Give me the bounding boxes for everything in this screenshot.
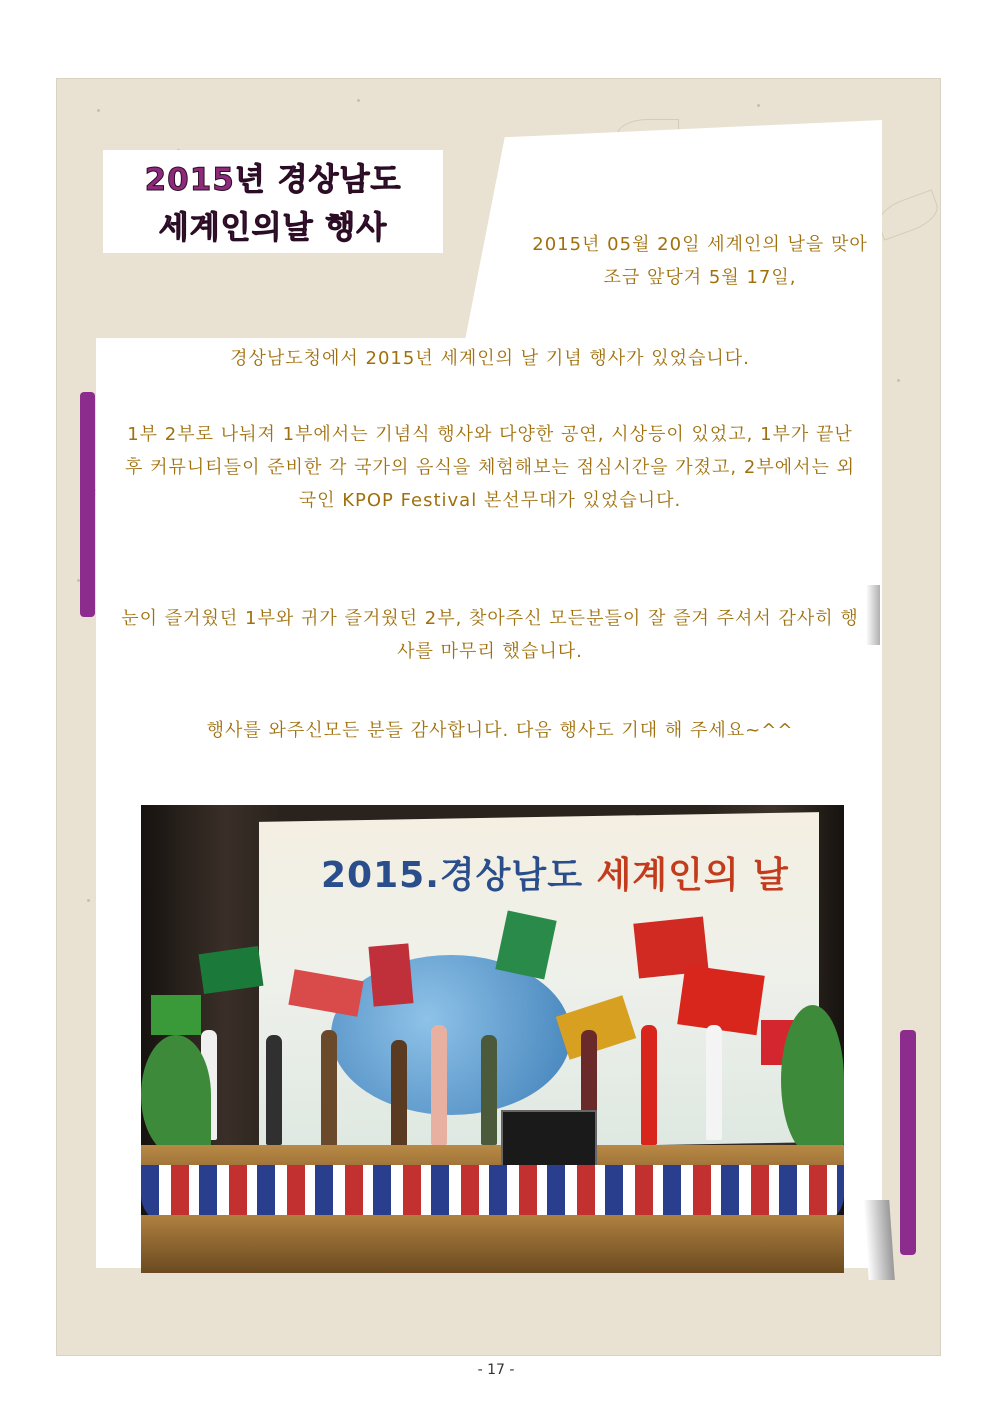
stage-plant bbox=[141, 1035, 211, 1155]
decor-leaf bbox=[873, 189, 941, 240]
photo-banner-highlight: 세계인의 날 bbox=[596, 855, 789, 896]
flag bbox=[151, 995, 201, 1035]
decor-dot bbox=[897, 379, 900, 382]
decor-dot bbox=[757, 104, 760, 107]
paragraph-intro: 2015년 05월 20일 세계인의 날을 맞아 조금 앞당겨 5월 17일, bbox=[532, 234, 868, 288]
decor-dot bbox=[87, 899, 90, 902]
page-curl-shadow bbox=[866, 585, 880, 645]
paragraph-program: 1부 2부로 나눠져 1부에서는 기념식 행사와 다양한 공연, 시상등이 있었고, 1부가 끝난 후 커뮤니티들이 준비한 각 국가의 음식을 체험해보는 점심시간을 가졌고, 2부에서는 외국인 KPOP Festival 본선무대가 있었습니다. bbox=[125, 424, 855, 511]
paragraph-closing: 눈이 즐거웠던 1부와 귀가 즐거웠던 2부, 찾아주신 모든분들이 잘 즐겨 주셔서 감사히 행사를 마무리 했습니다. bbox=[121, 608, 859, 662]
decor-dot bbox=[97, 109, 100, 112]
accent-bar-right bbox=[900, 1030, 916, 1255]
performer bbox=[391, 1040, 407, 1150]
paragraph-event: 경상남도청에서 2015년 세계인의 날 기념 행사가 있었습니다. bbox=[230, 348, 750, 369]
page-title-line2: 세계인의날 행사 bbox=[158, 210, 388, 246]
performer bbox=[706, 1025, 722, 1140]
stage-plant bbox=[781, 1005, 844, 1155]
performer bbox=[431, 1025, 447, 1145]
performer bbox=[321, 1030, 337, 1150]
page-title-line1: 2015년 경상남도 bbox=[144, 162, 402, 198]
page-curl-shadow bbox=[863, 1200, 895, 1280]
photo-banner-prefix: 2015.경상남도 bbox=[321, 855, 597, 896]
performer bbox=[481, 1035, 497, 1145]
flag bbox=[368, 943, 413, 1006]
flag bbox=[677, 965, 765, 1036]
paragraph-thanks: 행사를 와주신모든 분들 감사합니다. 다음 행사도 기대 해 주세요~^^ bbox=[206, 720, 794, 741]
performer bbox=[266, 1035, 282, 1145]
decor-dot bbox=[357, 99, 360, 102]
photo-globe bbox=[331, 955, 571, 1115]
flag bbox=[199, 946, 264, 994]
page-number: - 17 - bbox=[477, 1362, 515, 1378]
event-photo bbox=[141, 805, 844, 1273]
photo-floor bbox=[141, 1215, 844, 1273]
performer bbox=[641, 1025, 657, 1145]
photo-banner-title bbox=[321, 847, 789, 898]
title-box bbox=[103, 150, 443, 253]
accent-bar-left bbox=[80, 392, 95, 617]
